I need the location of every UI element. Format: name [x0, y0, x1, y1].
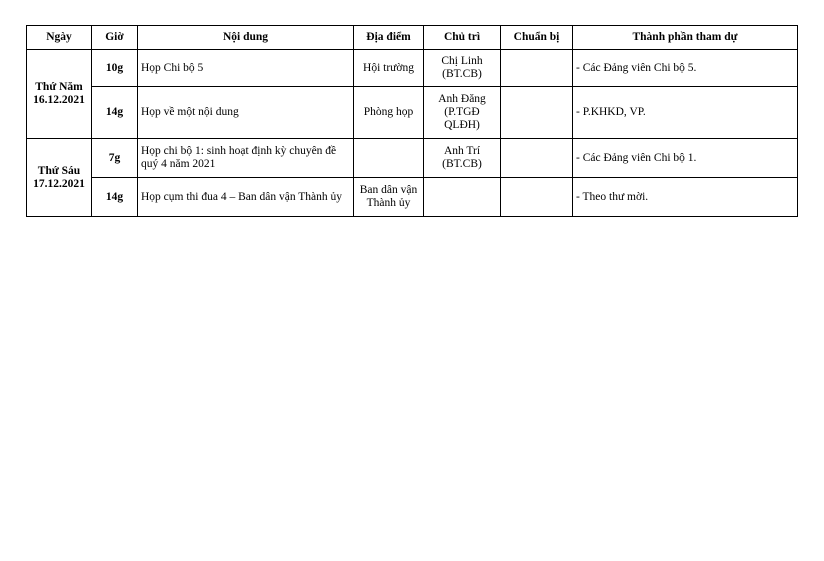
- table-row: [27, 50, 798, 87]
- host-title: (P.TGĐ: [444, 106, 480, 118]
- time-cell: 10g: [92, 50, 138, 87]
- host-cell: [424, 178, 501, 217]
- host-name: Anh Trí: [443, 145, 481, 157]
- host-name: Anh Đăng: [438, 93, 486, 105]
- content-cell: Họp về một nội dung: [138, 87, 354, 139]
- prep-cell: [501, 50, 573, 87]
- table-row: [27, 87, 798, 139]
- header-prep: Chuẩn bị: [501, 26, 573, 50]
- host-cell: [424, 50, 501, 87]
- host-cell: [424, 87, 501, 139]
- day-cell: [27, 50, 92, 139]
- content-cell: Họp chi bộ 1: sinh hoạt định kỳ chuyên đề quý 4 năm 2021: [138, 139, 354, 178]
- date-label: 16.12.2021: [33, 94, 85, 106]
- attendees-cell: - Theo thư mời.: [573, 178, 798, 217]
- time-cell: 14g: [92, 87, 138, 139]
- location-cell: Ban dân vận Thành ủy: [354, 178, 424, 217]
- content-cell: Họp cụm thi đua 4 – Ban dân vận Thành ủy: [138, 178, 354, 217]
- header-attendees: Thành phần tham dự: [573, 26, 798, 50]
- attendees-cell: - Các Đảng viên Chi bộ 1.: [573, 139, 798, 178]
- weekday-label: Thứ Sáu: [37, 164, 81, 177]
- header-time: Giờ: [92, 26, 138, 50]
- content-cell: Họp Chi bộ 5: [138, 50, 354, 87]
- header-host: Chủ trì: [424, 26, 501, 50]
- host-name: Chị Linh: [441, 55, 483, 67]
- table-row: [27, 178, 798, 217]
- table-row: [27, 139, 798, 178]
- time-cell: 14g: [92, 178, 138, 217]
- header-row: [27, 26, 798, 50]
- weekday-label: Thứ Năm: [35, 81, 83, 93]
- prep-cell: [501, 178, 573, 217]
- host-title: (BT.CB): [442, 158, 482, 170]
- location-cell: Phòng họp: [354, 87, 424, 139]
- day-cell: [27, 139, 92, 217]
- prep-cell: [501, 87, 573, 139]
- location-cell: Hội trường: [354, 50, 424, 87]
- host-title: (BT.CB): [442, 68, 482, 80]
- attendees-cell: - P.KHKD, VP.: [573, 87, 798, 139]
- host-cell: [424, 139, 501, 178]
- schedule-table: [26, 25, 798, 217]
- header-content: Nội dung: [138, 26, 354, 50]
- time-cell: 7g: [92, 139, 138, 178]
- prep-cell: [501, 139, 573, 178]
- location-cell: [354, 139, 424, 178]
- header-location: Địa điểm: [354, 26, 424, 50]
- attendees-cell: - Các Đảng viên Chi bộ 5.: [573, 50, 798, 87]
- host-title-cont: QLĐH): [444, 119, 480, 131]
- header-day: Ngày: [27, 26, 92, 50]
- date-label: 17.12.2021: [33, 177, 85, 190]
